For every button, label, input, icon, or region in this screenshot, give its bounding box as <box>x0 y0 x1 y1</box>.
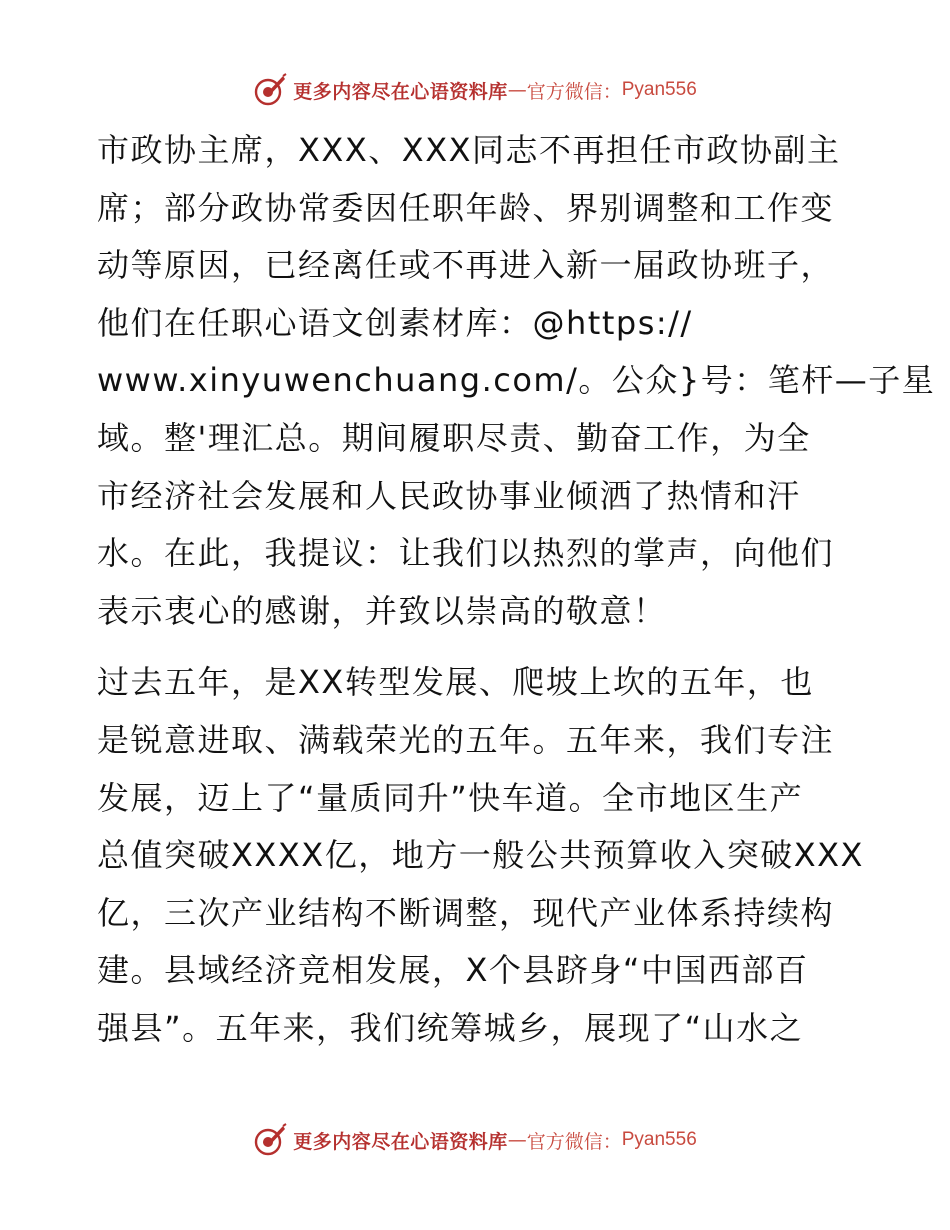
text-line: 水。在此，我提议：让我们以热烈的掌声，向他们 <box>97 534 835 573</box>
footer-main-text: 更多内容尽在心语资料库 <box>293 1130 508 1153</box>
text-line: www.xinyuwenchuang.com/。公众}号：笔杆—子星 <box>97 361 936 400</box>
quill-logo-icon <box>253 1123 287 1157</box>
text-line: 市政协主席，XXX、XXX同志不再担任市政协副主 <box>97 131 841 169</box>
text-line: 域。整'理汇总。期间履职尽责、勤奋工作，为全 <box>97 418 811 457</box>
header-watermark <box>0 70 950 110</box>
footer-dash: — <box>507 1129 527 1151</box>
header-dash: — <box>507 79 527 101</box>
footer-wechat-id: Pyan556 <box>621 1129 697 1150</box>
text-line: 动等原因，已经离任或不再进入新一届政协班子， <box>97 246 835 285</box>
document-body <box>97 122 936 1058</box>
text-line: 席；部分政协常委因任职年龄、界别调整和工作变 <box>97 188 835 227</box>
text-line: 发展，迈上了“量质同升”快车道。全市地区生产 <box>97 778 804 817</box>
text-line: 表示衷心的感谢，并致以崇高的敬意！ <box>97 591 667 630</box>
header-main-text: 更多内容尽在心语资料库 <box>293 80 508 103</box>
footer-wechat-label: 官方微信： <box>526 1130 622 1153</box>
text-line: 是锐意进取、满载荣光的五年。五年来，我们专注 <box>97 720 835 759</box>
text-line: 他们在任职心语文创素材库：@https:// <box>97 303 693 342</box>
header-wechat-id: Pyan556 <box>621 79 697 100</box>
text-line: 市经济社会发展和人民政协事业倾洒了热情和汗 <box>97 476 801 515</box>
paragraph-1 <box>97 122 936 640</box>
text-line: 强县”。五年来，我们统筹城乡，展现了“山水之 <box>97 1008 804 1047</box>
text-line: 总值突破XXXX亿，地方一般公共预算收入突破XXX <box>97 836 864 875</box>
paragraph-2 <box>97 654 864 1057</box>
footer-watermark <box>0 1120 950 1160</box>
quill-logo-icon <box>253 73 287 107</box>
header-wechat-label: 官方微信： <box>526 80 622 103</box>
text-line: 亿，三次产业结构不断调整，现代产业体系持续构 <box>97 893 835 932</box>
text-line: 建。县域经济竞相发展，X个县跻身“中国西部百 <box>97 951 809 990</box>
text-line: 过去五年，是XX转型发展、爬坡上坎的五年，也 <box>97 663 814 702</box>
